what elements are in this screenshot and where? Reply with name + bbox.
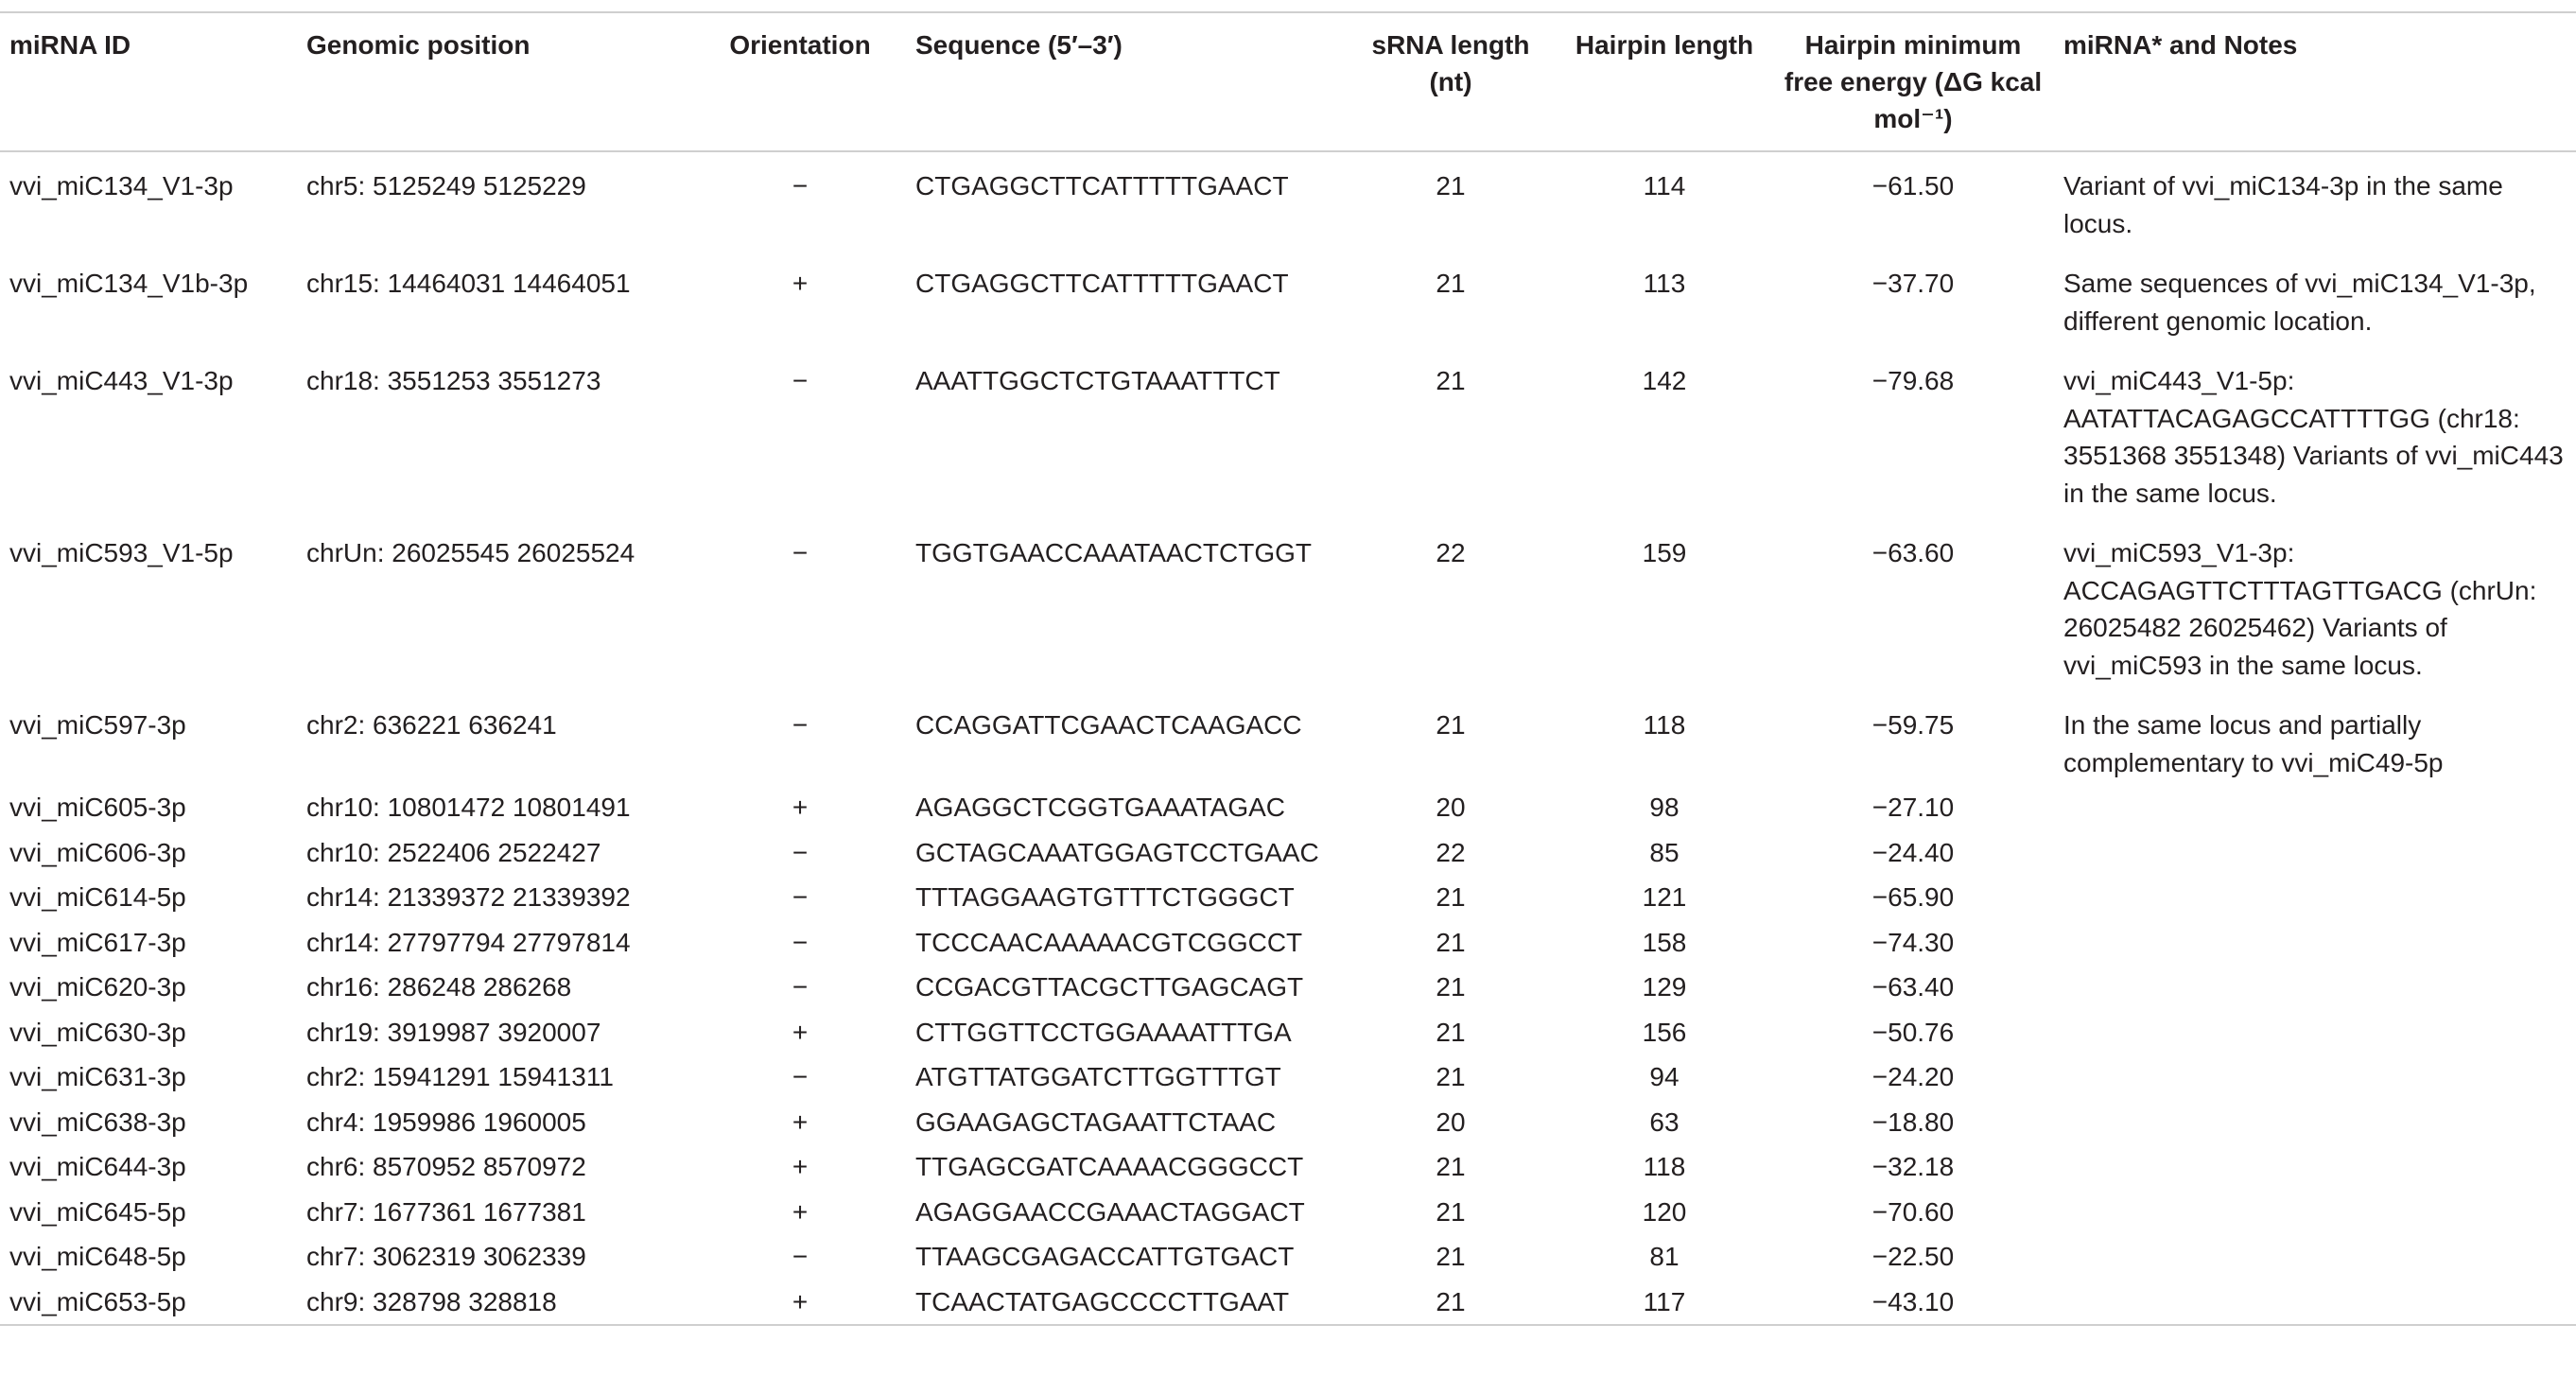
- cell-sequence: ATGTTATGGATCTTGGTTTGT: [915, 1062, 1281, 1091]
- cell-hairpin-mfe: −70.60: [1871, 1196, 1955, 1227]
- cell-genomic-position: chr2: 15941291 15941311: [306, 1062, 614, 1091]
- mirna-table: [0, 11, 2576, 1326]
- cell-sequence: AGAGGAACCGAAACTAGGACT: [915, 1196, 1305, 1227]
- cell-sequence: CCGACGTTACGCTTGAGCAGT: [915, 972, 1304, 1002]
- cell-hairpin-length: 114: [1643, 171, 1686, 200]
- cell-genomic-position: chr7: 1677361 1677381: [306, 1196, 586, 1227]
- cell-mirna-id: vvi_miC653-5p: [9, 1286, 186, 1316]
- cell-hairpin-length: 117: [1643, 1286, 1686, 1316]
- cell-notes: [2054, 875, 2576, 920]
- cell-hairpin-length: 113: [1643, 269, 1686, 298]
- cell-orientation: +: [792, 1017, 809, 1047]
- cell-sequence: TCAACTATGAGCCCCTTGAAT: [915, 1286, 1290, 1316]
- header-orientation: Orientation: [729, 30, 871, 60]
- cell-srna-length: 21: [1436, 269, 1466, 298]
- cell-mirna-id: vvi_miC631-3p: [9, 1062, 186, 1091]
- cell-srna-length: 21: [1436, 972, 1466, 1002]
- table-row: [0, 920, 2576, 966]
- table-row: [0, 785, 2576, 830]
- cell-hairpin-length: 159: [1642, 538, 1687, 567]
- cell-mirna-id: vvi_miC134_V1b-3p: [9, 269, 249, 298]
- cell-orientation: +: [792, 1286, 809, 1316]
- cell-srna-length: 21: [1436, 710, 1466, 740]
- cell-srna-length: 21: [1436, 1196, 1466, 1227]
- cell-orientation: −: [792, 171, 809, 200]
- cell-notes: Variant of vvi_miC134-3p in the same locus.: [2063, 171, 2503, 238]
- cell-genomic-position: chr5: 5125249 5125229: [306, 171, 586, 200]
- cell-mirna-id: vvi_miC614-5p: [9, 882, 186, 912]
- cell-hairpin-length: 120: [1642, 1196, 1687, 1227]
- cell-orientation: −: [792, 972, 809, 1002]
- cell-notes: [2054, 920, 2576, 966]
- cell-sequence: AAATTGGCTCTGTAAATTTCT: [915, 366, 1280, 395]
- cell-hairpin-mfe: −65.90: [1871, 882, 1955, 912]
- cell-notes: [2054, 1054, 2576, 1100]
- cell-hairpin-mfe: −79.68: [1871, 366, 1955, 395]
- cell-srna-length: 20: [1436, 1106, 1466, 1137]
- cell-hairpin-mfe: −43.10: [1871, 1286, 1955, 1316]
- cell-hairpin-length: 85: [1649, 837, 1680, 867]
- cell-hairpin-mfe: −32.18: [1871, 1152, 1955, 1181]
- cell-hairpin-mfe: −50.76: [1871, 1017, 1955, 1047]
- cell-genomic-position: chr14: 21339372 21339392: [306, 882, 631, 912]
- table-row: [0, 250, 2576, 347]
- cell-hairpin-length: 94: [1649, 1062, 1680, 1091]
- cell-hairpin-length: 98: [1649, 793, 1680, 822]
- cell-orientation: +: [792, 793, 809, 822]
- table-row: [0, 965, 2576, 1010]
- cell-hairpin-mfe: −59.75: [1871, 710, 1955, 740]
- cell-orientation: +: [792, 1152, 809, 1181]
- cell-orientation: −: [792, 927, 809, 957]
- cell-orientation: −: [792, 1062, 809, 1091]
- cell-notes: [2054, 1234, 2576, 1280]
- cell-notes: [2054, 785, 2576, 830]
- table-row: [0, 1144, 2576, 1190]
- cell-mirna-id: vvi_miC644-3p: [9, 1152, 186, 1181]
- cell-sequence: TGGTGAACCAAATAACTCTGGT: [915, 538, 1312, 567]
- header-genomic-position: Genomic position: [306, 30, 531, 60]
- table-row: [0, 151, 2576, 250]
- table-row: [0, 691, 2576, 785]
- cell-genomic-position: chr10: 10801472 10801491: [306, 793, 631, 822]
- cell-srna-length: 21: [1436, 1242, 1466, 1271]
- cell-genomic-position: chr9: 328798 328818: [306, 1286, 557, 1316]
- cell-genomic-position: chr2: 636221 636241: [306, 710, 557, 740]
- cell-mirna-id: vvi_miC617-3p: [9, 927, 186, 957]
- cell-mirna-id: vvi_miC645-5p: [9, 1196, 186, 1227]
- cell-srna-length: 21: [1436, 1017, 1466, 1047]
- cell-orientation: −: [792, 882, 809, 912]
- cell-orientation: −: [792, 837, 809, 867]
- cell-hairpin-mfe: −63.40: [1871, 972, 1955, 1002]
- cell-mirna-id: vvi_miC638-3p: [9, 1106, 186, 1137]
- cell-sequence: GCTAGCAAATGGAGTCCTGAAC: [915, 837, 1319, 867]
- cell-hairpin-length: 156: [1642, 1017, 1687, 1047]
- cell-srna-length: 20: [1436, 793, 1466, 822]
- table-row: [0, 1100, 2576, 1145]
- cell-sequence: TTTAGGAAGTGTTTCTGGGCT: [915, 882, 1295, 912]
- cell-hairpin-length: 118: [1643, 1152, 1686, 1181]
- cell-notes: [2054, 965, 2576, 1010]
- cell-srna-length: 21: [1436, 171, 1466, 200]
- cell-hairpin-mfe: −24.20: [1871, 1062, 1955, 1091]
- cell-sequence: CTTGGTTCCTGGAAAATTTGA: [915, 1017, 1292, 1047]
- cell-notes: [2054, 830, 2576, 876]
- cell-srna-length: 21: [1436, 927, 1466, 957]
- cell-hairpin-mfe: −61.50: [1871, 171, 1955, 200]
- cell-hairpin-mfe: −24.40: [1871, 837, 1955, 867]
- cell-hairpin-length: 118: [1643, 710, 1686, 740]
- cell-notes: [2054, 1144, 2576, 1190]
- cell-srna-length: 22: [1436, 538, 1466, 567]
- header-sequence: Sequence (5′–3′): [915, 30, 1123, 60]
- cell-mirna-id: vvi_miC630-3p: [9, 1017, 186, 1047]
- table-row: [0, 830, 2576, 876]
- header-mirna-id: miRNA ID: [9, 30, 131, 60]
- table-row: [0, 1234, 2576, 1280]
- cell-genomic-position: chr14: 27797794 27797814: [306, 927, 631, 957]
- cell-hairpin-length: 121: [1642, 882, 1687, 912]
- cell-notes: vvi_miC593_V1-3p: ACCAGAGTTCTTTAGTTGACG (chrUn: 26025482 26025462) Variants of vvi_miC593 in the same locus.: [2063, 538, 2537, 680]
- cell-mirna-id: vvi_miC593_V1-5p: [9, 538, 234, 567]
- cell-srna-length: 22: [1436, 837, 1466, 867]
- cell-sequence: TTGAGCGATCAAAACGGGCCT: [915, 1152, 1304, 1181]
- table-row: [0, 519, 2576, 691]
- cell-hairpin-mfe: −74.30: [1871, 927, 1955, 957]
- cell-sequence: CTGAGGCTTCATTTTTGAACT: [915, 269, 1289, 298]
- cell-orientation: +: [792, 1106, 809, 1137]
- table-header-row: [0, 12, 2576, 151]
- cell-srna-length: 21: [1436, 366, 1466, 395]
- cell-hairpin-length: 129: [1642, 972, 1687, 1002]
- table-row: [0, 1010, 2576, 1055]
- mirna-table-container: [0, 11, 2576, 1326]
- cell-sequence: TCCCAACAAAAACGTCGGCCT: [915, 927, 1303, 957]
- cell-hairpin-length: 81: [1649, 1242, 1680, 1271]
- cell-hairpin-length: 142: [1642, 366, 1687, 395]
- table-row: [0, 875, 2576, 920]
- cell-genomic-position: chr4: 1959986 1960005: [306, 1106, 586, 1137]
- cell-notes: vvi_miC443_V1-5p: AATATTACAGAGCCATTTTGG (chr18: 3551368 3551348) Variants of vvi_miC443 in the same locus.: [2063, 366, 2564, 508]
- cell-mirna-id: vvi_miC605-3p: [9, 793, 186, 822]
- cell-notes: [2054, 1190, 2576, 1235]
- cell-notes: [2054, 1100, 2576, 1145]
- cell-genomic-position: chr10: 2522406 2522427: [306, 837, 601, 867]
- header-srna-length: sRNA length (nt): [1371, 30, 1530, 96]
- cell-genomic-position: chr7: 3062319 3062339: [306, 1242, 586, 1271]
- cell-orientation: −: [792, 538, 809, 567]
- cell-orientation: +: [792, 1196, 809, 1227]
- table-row: [0, 1190, 2576, 1235]
- cell-srna-length: 21: [1436, 882, 1466, 912]
- cell-hairpin-mfe: −27.10: [1871, 793, 1955, 822]
- cell-hairpin-length: 158: [1642, 927, 1687, 957]
- cell-notes: [2054, 1010, 2576, 1055]
- cell-genomic-position: chr16: 286248 286268: [306, 972, 572, 1002]
- cell-genomic-position: chr18: 3551253 3551273: [306, 366, 601, 395]
- cell-genomic-position: chr19: 3919987 3920007: [306, 1017, 601, 1047]
- cell-srna-length: 21: [1436, 1286, 1466, 1316]
- cell-orientation: −: [792, 1242, 809, 1271]
- cell-notes: Same sequences of vvi_miC134_V1-3p, different genomic location.: [2063, 269, 2536, 336]
- cell-hairpin-mfe: −63.60: [1871, 538, 1955, 567]
- cell-mirna-id: vvi_miC443_V1-3p: [9, 366, 234, 395]
- cell-orientation: +: [792, 269, 809, 298]
- cell-orientation: −: [792, 710, 809, 740]
- cell-sequence: GGAAGAGCTAGAATTCTAAC: [915, 1106, 1277, 1137]
- cell-mirna-id: vvi_miC620-3p: [9, 972, 186, 1002]
- cell-srna-length: 21: [1436, 1152, 1466, 1181]
- cell-genomic-position: chrUn: 26025545 26025524: [306, 538, 635, 567]
- cell-mirna-id: vvi_miC606-3p: [9, 837, 186, 867]
- header-notes: miRNA* and Notes: [2063, 30, 2298, 60]
- cell-notes: [2054, 1280, 2576, 1326]
- header-hairpin-length: Hairpin length: [1575, 30, 1754, 60]
- cell-orientation: −: [792, 366, 809, 395]
- cell-notes: In the same locus and partially complementary to vvi_miC49-5p: [2063, 710, 2444, 777]
- table-row: [0, 347, 2576, 519]
- cell-hairpin-mfe: −37.70: [1871, 269, 1955, 298]
- cell-srna-length: 21: [1436, 1062, 1466, 1091]
- cell-mirna-id: vvi_miC134_V1-3p: [9, 171, 234, 200]
- cell-mirna-id: vvi_miC648-5p: [9, 1242, 186, 1271]
- cell-mirna-id: vvi_miC597-3p: [9, 710, 186, 740]
- cell-hairpin-mfe: −22.50: [1871, 1242, 1955, 1271]
- cell-hairpin-length: 63: [1649, 1106, 1680, 1137]
- cell-sequence: CTGAGGCTTCATTTTTGAACT: [915, 171, 1289, 200]
- cell-genomic-position: chr15: 14464031 14464051: [306, 269, 631, 298]
- cell-sequence: TTAAGCGAGACCATTGTGACT: [915, 1242, 1295, 1271]
- header-hairpin-mfe: Hairpin minimum free energy (ΔG kcal mol⁻¹): [1784, 30, 2043, 133]
- cell-sequence: AGAGGCTCGGTGAAATAGAC: [915, 793, 1286, 822]
- cell-genomic-position: chr6: 8570952 8570972: [306, 1152, 586, 1181]
- cell-sequence: CCAGGATTCGAACTCAAGACC: [915, 710, 1302, 740]
- table-row: [0, 1280, 2576, 1326]
- table-row: [0, 1054, 2576, 1100]
- cell-hairpin-mfe: −18.80: [1871, 1106, 1955, 1137]
